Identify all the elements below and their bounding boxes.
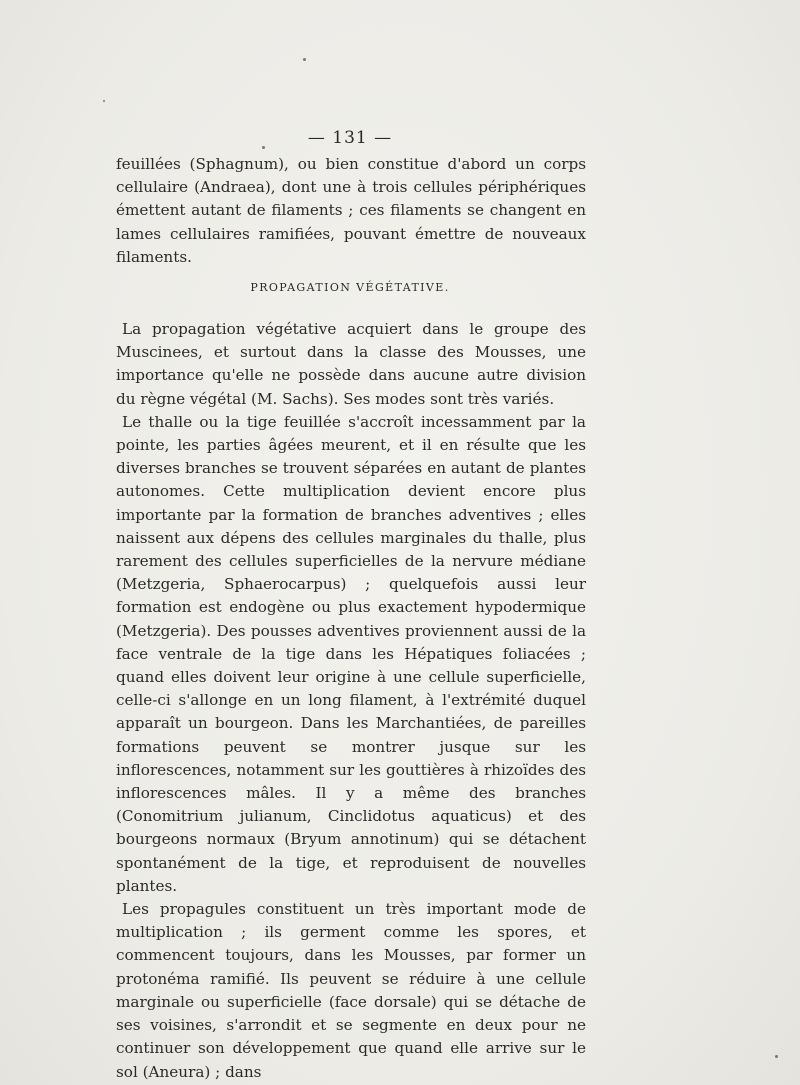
- paper-speck: [103, 100, 105, 102]
- intro-paragraph: feuillées (Sphagnum), ou bien constitue d'abord un corps cellulaire (Andraea), dont une à trois cellules périphériques émettent autant de filaments ; ces filaments se changent en lames cellulaires ramifiées, pouvant émettre de nouveaux filaments.: [116, 155, 586, 266]
- paper-speck: [262, 146, 265, 149]
- page-number: — 131 —: [307, 128, 393, 148]
- section-heading: PROPAGATION VÉGÉTATIVE.: [250, 281, 450, 294]
- paragraph-propagation: La propagation végétative acquiert dans le groupe des Muscinees, et surtout dans la classe des Mousses, une importance qu'elle ne possède dans aucune autre division du règne végétal (M. Sachs). Ses modes sont très variés.: [116, 320, 586, 408]
- paragraph-thalle: Le thalle ou la tige feuillée s'accroît incessamment par la pointe, les parties âgées meurent, et il en résulte que les diverses branches se trouvent séparées en autant de plantes autonomes. Cette multiplication devient encore plus importante par la formation de branches adventives ; elles naissent aux dépens des cellules marginales du thalle, plus rarement des cellules superficielles de la nervure médiane (Metzgeria, Sphaerocarpus) ; quelquefois aussi leur formation est endogène ou plus exactement hypodermique (Metzgeria). Des pousses adventives proviennent aussi de la face ventrale de la tige dans les Hépatiques foliacées ; quand elles doivent leur origine à une cellule superficielle, celle-ci s'allonge en un long filament, à l'extrémité duquel apparaît un bourgeon. Dans les Marchantiées, de pareilles formations peuvent se montrer jusque sur les inflorescences, notamment sur les gouttières à rhizoïdes des inflorescences mâles. Il y a même des branches (Conomitrium julianum, Cinclidotus aquaticus) et des bourgeons normaux (Bryum annotinum) qui se détachent spontanément de la tige, et reproduisent de nouvelles plantes.: [116, 412, 586, 895]
- paper-speck: [775, 1055, 778, 1058]
- main-text-block: [116, 318, 586, 1084]
- paragraph-propagules: Les propagules constituent un très important mode de multiplication ; ils germent comme les spores, et commencent toujours, dans les Mousses, par former un protonéma ramifié. Ils peuvent se réduire à une cellule marginale ou superficielle (face dorsale) qui se détache de ses voisines, s'arrondit et se segmente en deux pour ne continuer son développement que quand elle arrive sur le sol (Aneura) ; dans: [116, 900, 586, 1081]
- intro-text-block: [116, 153, 586, 269]
- paper-speck: [303, 58, 306, 61]
